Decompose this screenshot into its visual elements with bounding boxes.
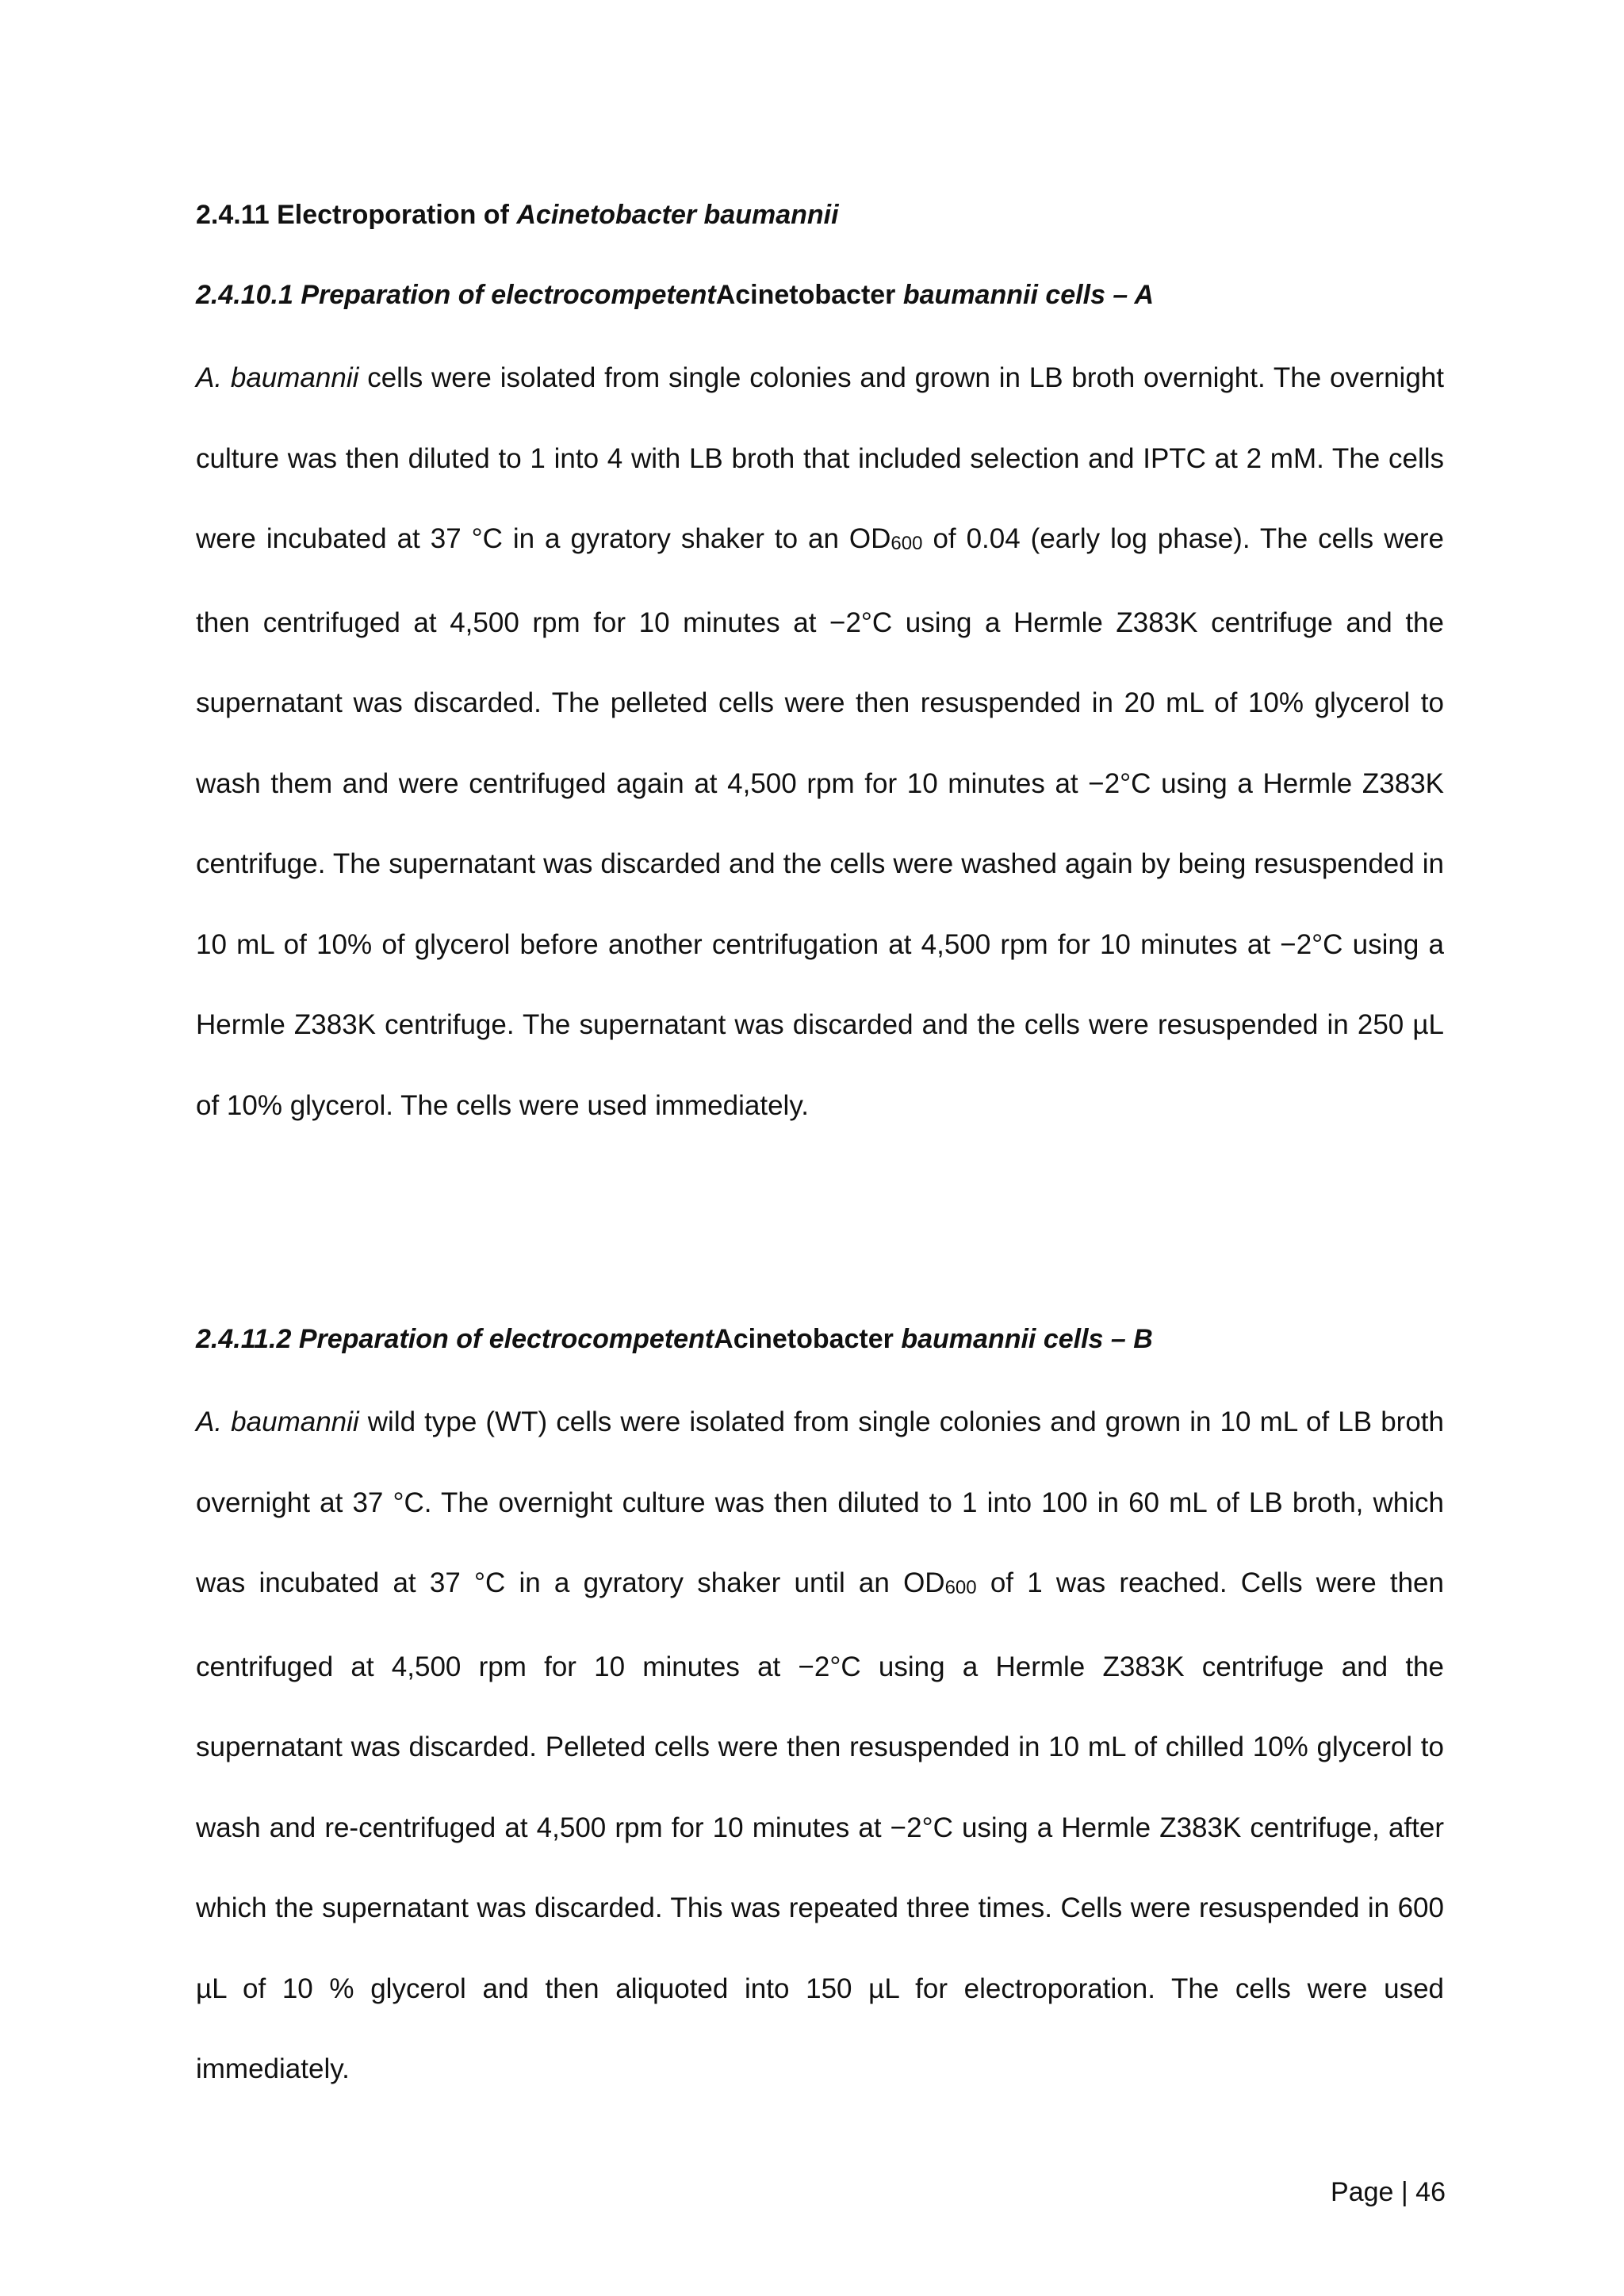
subsection-b-organism-species: baumannii (901, 1324, 1036, 1354)
subsection-heading-b (196, 1323, 1449, 1355)
paragraph-b (196, 1382, 1444, 2110)
paragraph-a-od-subscript: 600 (891, 533, 923, 554)
subsection-a-number: 2.4.10.1 (196, 280, 293, 310)
subsection-a-organism-genus: Acinetobacter (715, 280, 896, 310)
subsection-a-suffix: cells – A (1045, 280, 1155, 310)
paragraph-b-organism: A. baumannii (196, 1406, 359, 1437)
paragraph-a-text-2: of 0.04 (early log phase). The cells were then centrifuged at 4,500 rpm for 10 minutes at −2°C using a Hermle Z383K centrifuge and the supernatant was discarded. The pelleted cells were then resuspended in 20 mL of 10% glycerol to wash them and were centrifuged again at 4,500 rpm for 10 minutes at −2°C using a Hermle Z383K centrifuge. The supernatant was discarded and the cells were washed again by being resuspended in 10 mL of 10% of glycerol before another centrifugation at 4,500 rpm for 10 minutes at −2°C using a Hermle Z383K centrifuge. The supernatant was discarded and the cells were resuspended in 250 µL of 10% glycerol. The cells were used immediately. (196, 523, 1444, 1121)
paragraph-b-od-subscript: 600 (944, 1577, 977, 1598)
section-title: Electroporation of (277, 200, 509, 230)
subsection-b-organism-genus: Acinetobacter (714, 1324, 894, 1354)
subsection-a-title: Preparation of electrocompetent (301, 280, 716, 310)
paragraph-b-text-2: of 1 was reached. Cells were then centrifuged at 4,500 rpm for 10 minutes at −2°C using a Hermle Z383K centrifuge and the supernatant was discarded. Pelleted cells were then resuspended in 10 mL of chilled 10% glycerol to wash and re-centrifuged at 4,500 rpm for 10 minutes at −2°C using a Hermle Z383K centrifuge, after which the supernatant was discarded. This was repeated three times. Cells were resuspended in 600 µL of 10 % glycerol and then aliquoted into 150 µL for electroporation. The cells were used immediately. (196, 1567, 1444, 2084)
section-heading (196, 199, 1449, 231)
subsection-b-number: 2.4.11.2 (196, 1324, 292, 1354)
paragraph-a (196, 338, 1444, 1146)
page-number: Page | 46 (1331, 2177, 1446, 2207)
paragraph-b-text-1: wild type (WT) cells were isolated from single colonies and grown in 10 mL of LB broth overnight at 37 °C. The overnight culture was then diluted to 1 into 100 in 60 mL of LB broth, which was incubated at 37 °C in a gyratory shaker until an OD (196, 1406, 1444, 1598)
subsection-a-organism-species: baumannii (902, 280, 1038, 310)
subsection-heading-a (196, 279, 1449, 311)
subsection-b-title: Preparation of electrocompetent (298, 1324, 714, 1354)
section-organism: Acinetobacter baumannii (516, 200, 839, 230)
section-number: 2.4.11 (196, 200, 270, 230)
paragraph-a-organism: A. baumannii (196, 362, 359, 393)
subsection-b-suffix: cells – B (1043, 1324, 1153, 1354)
paragraph-a-text-1: cells were isolated from single colonies and grown in LB broth overnight. The overnight culture was then diluted to 1 into 4 with LB broth that included selection and IPTC at 2 mM. The cells were incubated at 37 °C in a gyratory shaker to an OD (196, 362, 1444, 554)
